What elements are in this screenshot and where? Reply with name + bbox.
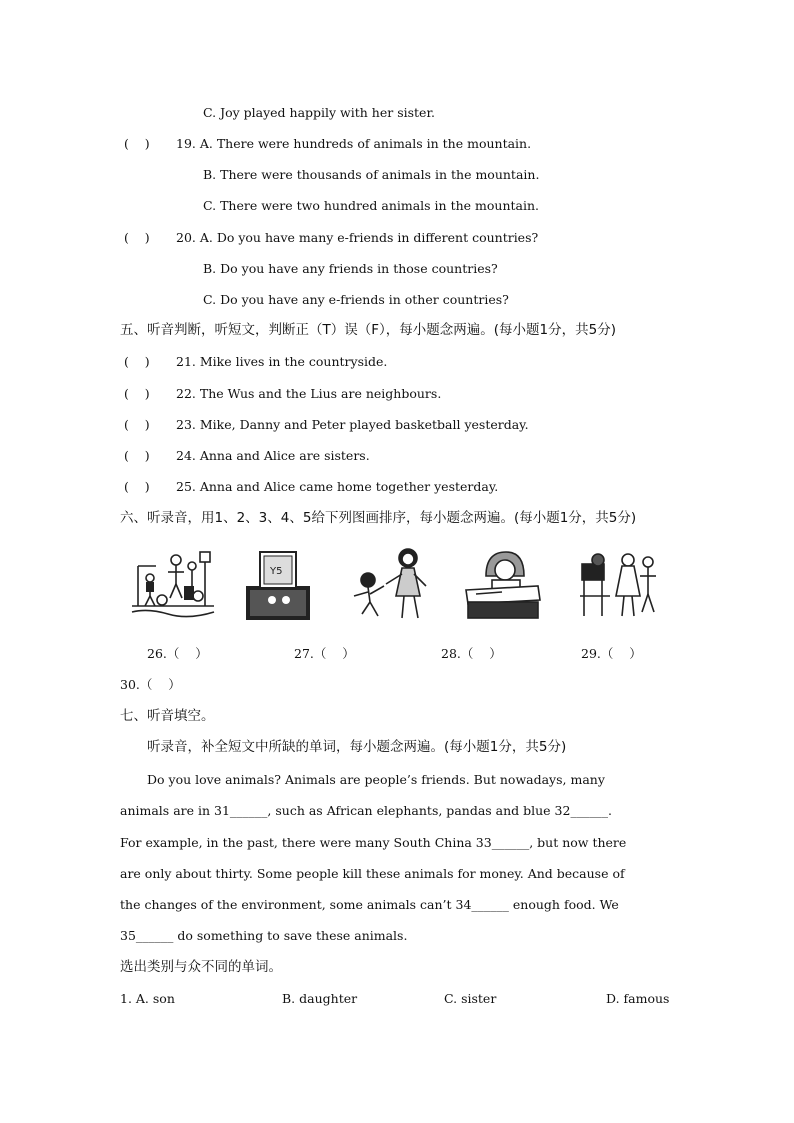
- picture-doctor: [576, 546, 658, 622]
- q21-statement: 21. Mike lives in the countryside.: [176, 354, 388, 369]
- q22-answer-paren[interactable]: ( ): [124, 386, 150, 401]
- passage-line: For example, in the past, there were many South China 33______, but now there: [120, 835, 627, 850]
- svg-text:Y5: Y5: [270, 566, 283, 577]
- q20-option-a: 20. A. Do you have many e-friends in different countries?: [176, 230, 539, 245]
- section8-heading: 选出类别与众不同的单词。: [120, 959, 282, 975]
- passage-line: animals are in 31______, such as African elephants, pandas and blue 32______.: [120, 803, 612, 818]
- picture-playground: [128, 546, 218, 622]
- desk-sketch-icon: [462, 546, 542, 622]
- picture-dancing: [346, 546, 434, 622]
- q24-statement: 24. Anna and Alice are sisters.: [176, 448, 370, 463]
- passage-line: Do you love animals? Animals are people’s friends. But nowadays, many: [147, 772, 605, 787]
- q1-option-b: B. daughter: [282, 991, 358, 1006]
- passage-line: are only about thirty. Some people kill these animals for money. And because of: [120, 866, 625, 881]
- q18-option-c: C. Joy played happily with her sister.: [203, 105, 436, 120]
- dancing-sketch-icon: [346, 546, 434, 622]
- q24-answer-paren[interactable]: ( ): [124, 448, 150, 463]
- q19-option-c: C. There were two hundred animals in the mountain.: [203, 198, 539, 213]
- q25-statement: 25. Anna and Alice came home together yesterday.: [176, 479, 499, 494]
- q22-statement: 22. The Wus and the Lius are neighbours.: [176, 386, 442, 401]
- picture-label-26[interactable]: 26.（ ）: [147, 646, 208, 661]
- q20-option-b: B. Do you have any friends in those countries?: [203, 261, 498, 276]
- passage-line: 35______ do something to save these animals.: [120, 928, 408, 943]
- q20-answer-paren[interactable]: ( ): [124, 230, 150, 245]
- section7-instruction: 听录音，补全短文中所缺的单词，每小题念两遍。(每小题1分，共5分): [147, 739, 567, 755]
- picture-label-29[interactable]: 29.（ ）: [581, 646, 642, 661]
- q1-option-c: C. sister: [444, 991, 497, 1006]
- picture-label-30[interactable]: 30.（ ）: [120, 677, 181, 692]
- picture-label-28[interactable]: 28.（ ）: [441, 646, 502, 661]
- picture-tv: [242, 546, 314, 622]
- q21-answer-paren[interactable]: ( ): [124, 354, 150, 369]
- q19-answer-paren[interactable]: ( ): [124, 136, 150, 151]
- q19-option-a: 19. A. There were hundreds of animals in the mountain.: [176, 136, 532, 151]
- passage-line: the changes of the environment, some animals can’t 34______ enough food. We: [120, 897, 619, 912]
- q1-option-d: D. famous: [606, 991, 670, 1006]
- picture-label-27[interactable]: 27.（ ）: [294, 646, 355, 661]
- section7-heading: 七、听音填空。: [120, 708, 215, 724]
- picture-desk: [462, 546, 542, 622]
- q1-option-a: 1. A. son: [120, 991, 175, 1006]
- q23-answer-paren[interactable]: ( ): [124, 417, 150, 432]
- section5-heading: 五、听音判断，听短文，判断正（T）误（F），每小题念两遍。(每小题1分，共5分): [120, 322, 616, 338]
- q25-answer-paren[interactable]: ( ): [124, 479, 150, 494]
- tv-sketch-icon: [242, 546, 314, 622]
- q20-option-c: C. Do you have any e-friends in other countries?: [203, 292, 509, 307]
- playground-sketch-icon: [128, 546, 218, 622]
- q19-option-b: B. There were thousands of animals in the mountain.: [203, 167, 540, 182]
- doctor-sketch-icon: [576, 546, 658, 622]
- section6-heading: 六、听录音，用1、2、3、4、5给下列图画排序，每小题念两遍。(每小题1分，共5分): [120, 510, 637, 526]
- q23-statement: 23. Mike, Danny and Peter played basketball yesterday.: [176, 417, 529, 432]
